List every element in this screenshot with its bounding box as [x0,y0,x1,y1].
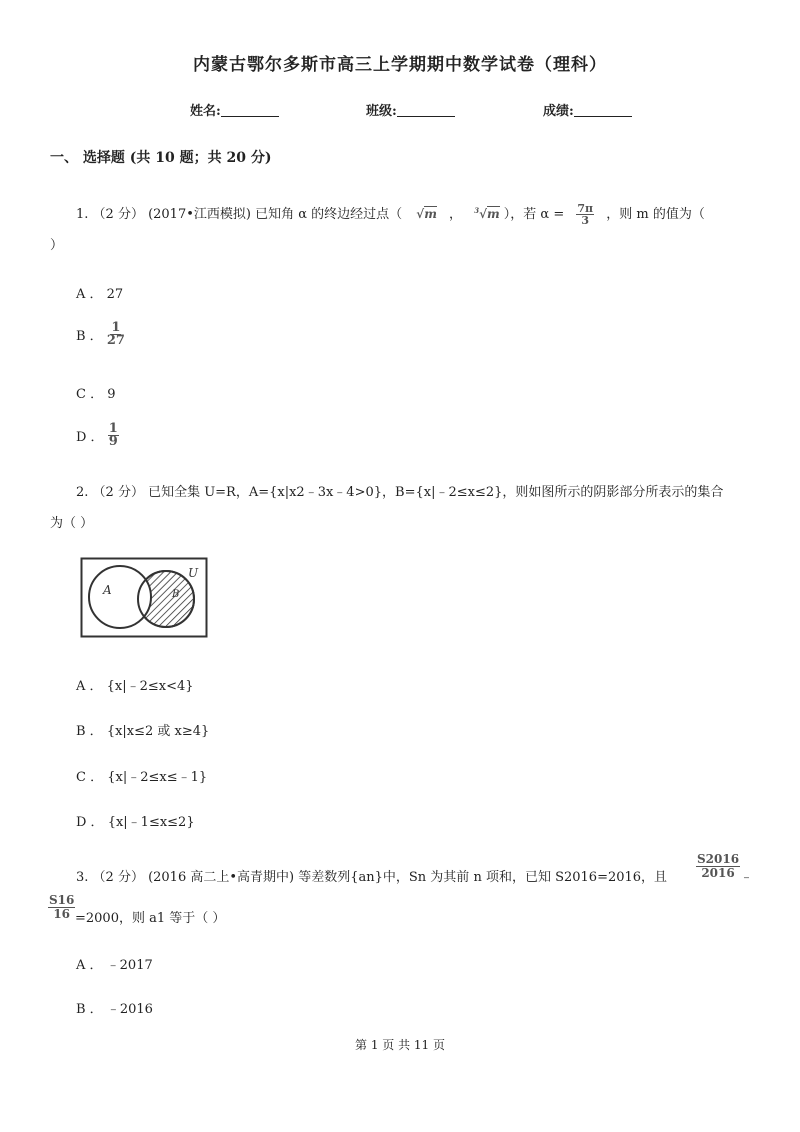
q1-option-b-prefix: B ． [76,329,103,344]
q1-option-b [76,322,125,347]
q3-minus: ﹣ [740,870,754,885]
venn-label-a: A [103,583,112,597]
name-label: 姓名: [190,104,221,119]
q1-option-b-fraction [107,322,125,347]
q1-radical-2-index: 3 [474,206,480,215]
q1-frac-num: 7π [577,202,594,215]
q1-option-a: A ． 27 [76,287,124,302]
q2-option-b: B ． {x|x≤2 或 x≥4} [76,724,210,739]
q2-option-c: C ． {x|﹣2≤x≤﹣1} [76,770,208,785]
question-1-stem [76,203,705,226]
q1-comma: ， [449,207,463,222]
q3-fraction-2 [48,894,75,921]
q3-frac1-num: S2016 [697,852,740,866]
q1-option-d-den: 9 [108,434,118,449]
venn-diagram [80,556,210,640]
q3-stem-b: =2000，则 a1 等于（ ） [75,911,226,926]
score-label: 成绩: [543,104,574,119]
venn-circle-a [89,566,151,628]
venn-label-b: B [172,589,180,600]
name-field [190,100,279,119]
q1-fraction [576,203,594,226]
score-blank [574,104,632,117]
q1-option-b-num: 1 [111,320,121,335]
page-footer: 第 1 页 共 11 页 [355,1038,445,1052]
venn-label-u: U [188,566,199,580]
q1-radical-1-var: m [424,207,437,221]
page-title: 内蒙古鄂尔多斯市高三上学期期中数学试卷（理科） [193,55,607,75]
class-blank [397,104,455,117]
q3-option-a: A ． ﹣2017 [76,958,153,973]
q1-option-b-den: 27 [106,333,125,348]
q1-radical-2 [474,206,499,221]
class-label: 班级: [366,104,397,119]
q1-stem-b: ），若 α = [503,207,565,222]
section-heading: 一、 选择题 (共 10 题；共 20 分) [50,150,272,166]
q3-option-b: B ． ﹣2016 [76,1002,153,1017]
name-blank [221,104,279,117]
q1-option-c: C ． 9 [76,387,116,402]
q1-stem-a: 1. （2 分） (2017•江西模拟) 已知角 α 的终边经过点（ [76,207,403,222]
q1-stem-d: ） [50,238,64,253]
q1-option-d-prefix: D ． [76,430,104,445]
q1-option-d [76,423,119,448]
class-field [366,100,455,119]
q1-stem-c: ，则 m 的值为（ [606,207,705,222]
q1-option-d-num: 1 [108,421,118,436]
q2-option-d: D ． {x|﹣1≤x≤2} [76,815,195,830]
q1-radical-1 [416,207,437,221]
q1-radical-2-var: m [486,207,500,221]
q3-frac2-num: S16 [49,893,75,907]
q3-frac1-den: 2016 [701,866,735,880]
question-3-stem: 3. （2 分） (2016 高二上•高青期中) 等差数列{an}中，Sn 为其前 n 项和，已知 S2016=2016，且 [76,870,668,885]
q3-fraction-1 [696,853,740,880]
radical-icon: √ [416,207,425,221]
q1-option-d-fraction [108,423,119,448]
question-2-stem: 2. （2 分） 已知全集 U=R，A={x|x2﹣3x﹣4>0}，B={x|﹣2≤x≤2}，则如图所示的阴影部分所表示的集合 [76,485,724,500]
score-field [543,100,632,119]
q2-stem-b: 为（ ） [50,516,94,531]
q2-option-a: A ． {x|﹣2≤x<4} [76,679,194,694]
q3-frac2-den: 16 [53,907,71,921]
radical-icon: √ [479,207,487,221]
q1-frac-den: 3 [581,214,590,227]
